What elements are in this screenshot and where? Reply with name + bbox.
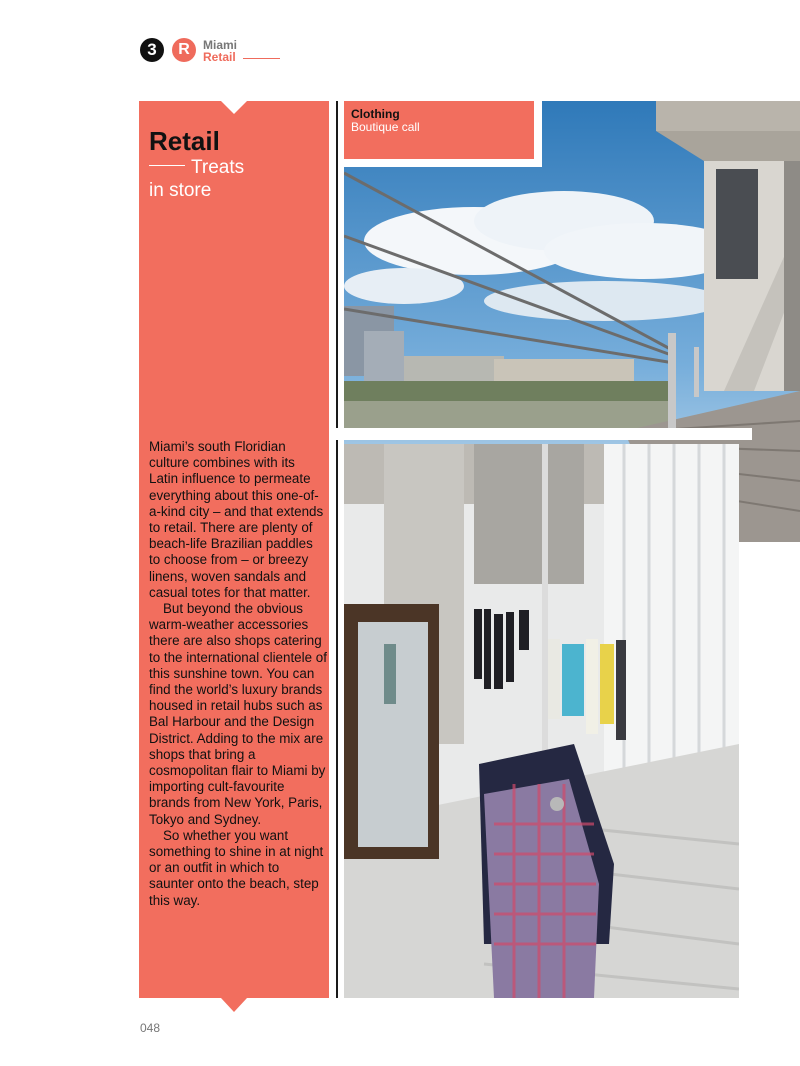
subtitle-dash (149, 165, 185, 166)
body-paragraph: So whether you want something to shine in at night or an outfit in which to saunter onto the beach, step this way. (149, 827, 324, 908)
caption-category: Clothing (351, 107, 400, 121)
header-rule (243, 58, 280, 59)
panel-subtitle (149, 156, 319, 202)
panel-top-notch (221, 101, 247, 114)
header-city: Miami (203, 38, 238, 52)
caption-box (344, 101, 542, 167)
panel-title: Retail (149, 126, 220, 156)
header-section: Retail (203, 50, 236, 64)
column-divider (336, 101, 338, 998)
body-text (149, 439, 327, 909)
body-paragraph: But beyond the obvious warm-weather accessories there are also shops catering to the international clientele of this sunshine town. You can find the world’s luxury brands housed in retail hubs such as Bal Harbour and the Design District. Adding to the mix are shops that bring a cosmopolitan flair to Miami by importing cult-favourite brands from New York, Paris, Tokyo and Sydney. (149, 601, 327, 827)
panel-bottom-notch (221, 998, 247, 1012)
page-number: 048 (140, 1021, 161, 1035)
section-badge: R (172, 38, 196, 62)
caption-description: Boutique call (351, 120, 420, 134)
subtitle-line-2: in store (149, 180, 212, 201)
chapter-number-badge: 3 (140, 38, 164, 62)
body-paragraph: Miami’s south Floridian culture combines with its Latin influence to permeate everything about this one-of-a-kind city – and that extends to retail. There are plenty of beach-life Brazilian paddles to choose from – or breezy linens, woven sandals and casual totes for that matter. (149, 439, 324, 600)
subtitle-line-1: Treats (191, 157, 245, 178)
intro-panel (139, 101, 329, 998)
boutique-interior-photo (344, 444, 739, 998)
photo-frame-top (336, 428, 752, 440)
